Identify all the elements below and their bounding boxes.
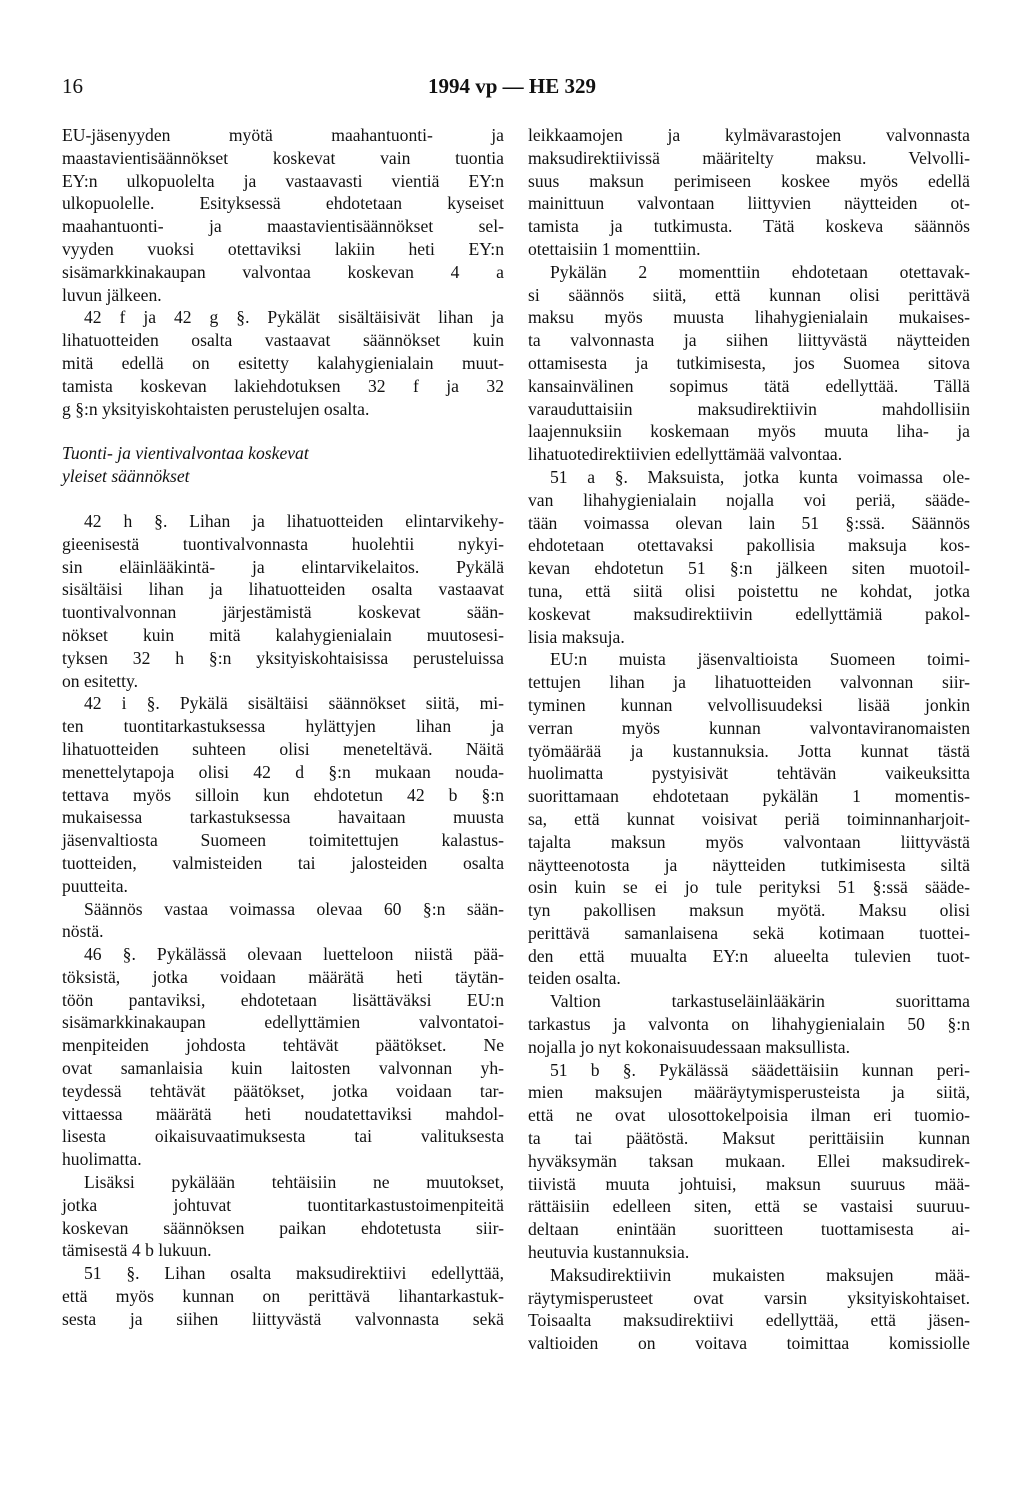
text-line: tettava myös silloin kun ehdotetun 42 b §:n bbox=[62, 784, 504, 805]
text-line: perittävä samanlaisena sekä kotimaan tuottei- bbox=[528, 922, 970, 943]
text-line: huolimatta pystyisivät tehtävän vaikeuksitta bbox=[528, 763, 970, 784]
text-line: menettelytapoja olisi 42 d §:n mukaan nouda- bbox=[62, 761, 504, 782]
text-line: 42 h §. Lihan ja lihatuotteiden elintarvikehy- bbox=[84, 510, 504, 531]
text-line: EU-jäsenyyden myötä maahantuonti- ja bbox=[62, 125, 504, 145]
section-heading bbox=[62, 442, 504, 488]
text-line: sisämarkkinakaupan valvontaa koskevan 4 a bbox=[62, 261, 504, 282]
text-line: ovat samanlaisia kuin laitosten valvonnan yh- bbox=[62, 1058, 504, 1079]
text-line: että myös kunnan on perittävä lihantarkastuk- bbox=[62, 1286, 504, 1307]
text-line: vyyden vuoksi otettaviksi lakiin heti EY:n bbox=[62, 238, 504, 259]
text-line: van lihahygienialain nojalla voi periä, sääde- bbox=[528, 489, 970, 510]
text-line: heutuvia kustannuksia. bbox=[528, 1242, 690, 1263]
text-line: Valtion tarkastuseläinlääkärin suorittama bbox=[550, 991, 970, 1012]
text-line: Pykälän 2 momenttiin ehdotetaan otettavak- bbox=[550, 261, 970, 282]
paragraph bbox=[62, 1262, 504, 1330]
text-line: g §:n yksityiskohtaisten perustelujen osalta. bbox=[62, 398, 370, 419]
text-line: maahantuonti- ja maastavientisäännökset sel- bbox=[62, 216, 504, 237]
text-line: 51 a §. Maksuista, jotka kunta voimassa ole- bbox=[550, 466, 970, 487]
paragraph bbox=[528, 261, 970, 466]
text-line: työmäärää ja kustannuksia. Jotta kunnat tästä bbox=[528, 740, 970, 761]
text-line: suorittamaan ehdotetaan pykälän 1 momentis- bbox=[528, 786, 970, 807]
text-line: valtioiden on voitava toimittaa komissiolle bbox=[528, 1333, 970, 1354]
text-line: teiden osalta. bbox=[528, 968, 621, 989]
text-line: kansainvälinen sopimus tätä edellyttää. Tällä bbox=[528, 375, 970, 396]
paragraph bbox=[62, 943, 504, 1171]
text-line: tuna, että siitä olisi poistettu ne kohdat, jotka bbox=[528, 580, 970, 601]
text-line: että ne ovat ulosottokelpoisia ilman eri tuomio- bbox=[528, 1105, 970, 1126]
text-line: töön pantaviksi, ehdotetaan lisättäväksi EU:n bbox=[62, 989, 504, 1010]
text-line: yleiset säännökset bbox=[62, 466, 190, 487]
paragraph bbox=[528, 648, 970, 990]
text-line: näytteenotosta ja näytteiden tutkimisesta siltä bbox=[528, 854, 970, 875]
text-line: mainittuun valvontaan liittyvien näytteiden ot- bbox=[528, 193, 970, 214]
paragraph bbox=[62, 692, 504, 897]
paragraph bbox=[528, 990, 970, 1058]
text-line: ten tuontitarkastuksessa hylättyjen lihan ja bbox=[62, 716, 504, 737]
text-line: tamista koskevan lakiehdotuksen 32 f ja 32 bbox=[62, 375, 504, 396]
text-line: Tuonti- ja vientivalvontaa koskevat bbox=[62, 443, 309, 464]
text-line: on esitetty. bbox=[62, 670, 139, 691]
text-line: 51 §. Lihan osalta maksudirektiivi edellyttää, bbox=[84, 1263, 504, 1284]
text-line: tämisestä 4 b lukuun. bbox=[62, 1240, 212, 1261]
text-line: ta valvonnasta ja siihen liittyvästä näytteiden bbox=[528, 330, 970, 351]
text-line: hyväksymän taksan mukaan. Ellei maksudirek- bbox=[528, 1150, 970, 1171]
page-number: 16 bbox=[62, 74, 83, 98]
text-line: sisältäisi lihan ja lihatuotteiden osalta vastaavat bbox=[62, 579, 504, 600]
paragraph bbox=[528, 466, 970, 648]
text-line: maastavientisäännökset koskevat vain tuontia bbox=[62, 147, 504, 168]
text-line: lisia maksuja. bbox=[528, 626, 625, 647]
text-line: 51 b §. Pykälässä säädettäisiin kunnan peri- bbox=[550, 1059, 970, 1080]
text-line: tamista ja tutkimusta. Tätä koskeva säännös bbox=[528, 216, 970, 237]
text-line: luvun jälkeen. bbox=[62, 284, 162, 305]
text-line: rättäisiin edelleen siten, että se vastaisi suuruu- bbox=[528, 1196, 970, 1217]
text-line: tajalta maksun myös valvontaan liittyvästä bbox=[528, 831, 970, 852]
text-line: sisämarkkinakaupan edellyttämien valvontatoi- bbox=[62, 1012, 504, 1033]
paragraph bbox=[62, 898, 504, 944]
text-line: ehdotetaan otettavaksi pakollisia maksuja kos- bbox=[528, 535, 970, 556]
text-line: lisesta oikaisuvaatimuksesta tai valituksesta bbox=[62, 1126, 504, 1147]
text-line: tyn pakollisen maksun myötä. Maksu olisi bbox=[528, 900, 970, 921]
text-line: 42 f ja 42 g §. Pykälät sisältäisivät lihan ja bbox=[84, 307, 504, 328]
text-line: töksistä, jotka voidaan määrätä heti täytän- bbox=[62, 966, 504, 987]
text-line: ta tai päätöstä. Maksut perittäisiin kunnan bbox=[528, 1128, 970, 1149]
text-line: teydessä tehtävät päätökset, jotka voidaan tar- bbox=[62, 1080, 504, 1101]
text-line: nökset kuin mitä kalahygienialain muutosesi- bbox=[62, 624, 504, 645]
text-line: 42 i §. Pykälä sisältäisi säännökset siitä, mi- bbox=[84, 693, 504, 714]
text-line: koskevat maksudirektiivin edellyttämiä pakol- bbox=[528, 603, 970, 624]
text-line: EU:n muista jäsenvaltioista Suomeen toimi- bbox=[550, 649, 970, 670]
text-line: osin kuin se ei jo tule perityksi 51 §:ssä sääde- bbox=[528, 877, 970, 898]
text-line: Säännös vastaa voimassa olevaa 60 §:n sään- bbox=[84, 898, 504, 919]
text-line: tarkastus ja valvonta on lihahygienialain 50 §:n bbox=[528, 1014, 970, 1035]
paragraph bbox=[528, 1059, 970, 1264]
paragraph bbox=[62, 1171, 504, 1262]
text-line: tään voimassa olevan lain 51 §:ssä. Säännös bbox=[528, 512, 970, 533]
paragraph bbox=[528, 124, 970, 261]
text-line: varauduttaisiin maksudirektiivin mahdollisiin bbox=[528, 398, 970, 419]
text-line: nojalla jo nyt kokonaisuudessaan maksullista. bbox=[528, 1036, 851, 1057]
text-line: suus maksun perimiseen koskee myös edellä bbox=[528, 170, 970, 191]
text-line: verran myös kunnan valvontaviranomaisten bbox=[528, 717, 970, 738]
text-line: tyksen 32 h §:n yksityiskohtaisissa perusteluissa bbox=[62, 647, 504, 668]
text-line: huolimatta. bbox=[62, 1149, 142, 1170]
text-line: lihatuotteiden osalta vastaavat säännökset kuin bbox=[62, 330, 504, 351]
text-line: tettujen lihan ja lihatuotteiden valvonnan siir- bbox=[528, 672, 970, 693]
text-line: tyminen kunnan velvollisuudeksi lisää jonkin bbox=[528, 694, 970, 715]
text-line: koskevan säännöksen paikan ehdotetusta siir- bbox=[62, 1217, 504, 1238]
text-line: Toisaalta maksudirektiivi edellyttää, että jäsen- bbox=[528, 1310, 970, 1331]
text-line: otettaisiin 1 momenttiin. bbox=[528, 238, 701, 259]
text-line: deltaan enintään suoritteen tuottamisesta ai- bbox=[528, 1219, 970, 1240]
left-column bbox=[62, 124, 504, 1331]
text-line: ottamisesta ja tutkimisesta, jos Suomea sitova bbox=[528, 352, 970, 373]
text-line: si säännös siitä, että kunnan olisi perittävä bbox=[528, 284, 970, 305]
text-line: Maksudirektiivin mukaisten maksujen mää- bbox=[550, 1264, 970, 1285]
text-line: 46 §. Pykälässä olevaan luetteloon niistä pää- bbox=[84, 944, 504, 965]
paragraph bbox=[62, 124, 504, 306]
text-line: mien maksujen määräytymisperusteista ja siitä, bbox=[528, 1082, 970, 1103]
text-line: sesta ja siihen liittyvästä valvonnasta sekä bbox=[62, 1308, 504, 1329]
right-column bbox=[528, 124, 970, 1355]
text-line: lihatuotedirektiivien edellyttämää valvontaa. bbox=[528, 444, 843, 465]
text-line: mitä edellä on esitetty kalahygienialain muut- bbox=[62, 352, 504, 373]
text-line: leikkaamojen ja kylmävarastojen valvonnasta bbox=[528, 125, 970, 145]
text-line: laajennuksiin koskemaan myös muuta liha- ja bbox=[528, 421, 970, 442]
text-line: maksudirektiivissä määritelty maksu. Velvolli- bbox=[528, 147, 970, 168]
text-line: nöstä. bbox=[62, 921, 104, 942]
text-line: mukaisessa tarkastuksessa havaitaan muusta bbox=[62, 807, 504, 828]
text-line: jäsenvaltiosta Suomeen toimitettujen kalastus- bbox=[62, 830, 504, 851]
text-line: EY:n ulkopuolelta ja vastaavasti vientiä EY:n bbox=[62, 170, 504, 191]
text-line: ulkopuolelle. Esityksessä ehdotetaan kyseiset bbox=[62, 193, 504, 214]
text-line: jotka johtuvat tuontitarkastustoimenpiteitä bbox=[62, 1194, 504, 1215]
paragraph bbox=[62, 306, 504, 420]
text-line: gieenisestä tuontivalvonnasta huolehtii nykyi- bbox=[62, 533, 504, 554]
paragraph bbox=[528, 1264, 970, 1355]
text-line: lihatuotteiden suhteen olisi meneteltävä. Näitä bbox=[62, 738, 504, 759]
text-line: sa, että kunnat voisivat periä toiminnanharjoit- bbox=[528, 808, 970, 829]
text-line: vittaessa määrätä heti noudatettaviksi mahdol- bbox=[62, 1103, 504, 1124]
text-line: tuontivalvonnan järjestämistä koskevat sään- bbox=[62, 602, 504, 623]
text-line: sin eläinlääkintä- ja elintarvikelaitos. Pykälä bbox=[62, 556, 504, 577]
text-line: maksu myös muusta lihahygienialain mukaises- bbox=[528, 307, 970, 328]
text-line: kevan ehdotetun 51 §:n jälkeen siten muotoil- bbox=[528, 558, 970, 579]
text-line: tiivistä muuta johtuisi, maksun suuruus mää- bbox=[528, 1173, 970, 1194]
text-line: den että muualta EY:n alueelta tulevien tuot- bbox=[528, 945, 970, 966]
running-head: 1994 vp — HE 329 bbox=[427, 74, 597, 98]
text-line: menpiteiden johdosta tehtävät päätökset. Ne bbox=[62, 1035, 504, 1056]
paragraph bbox=[62, 510, 504, 692]
text-line: tuotteiden, valmisteiden tai jalosteiden osalta bbox=[62, 852, 504, 873]
text-line: Lisäksi pykälään tehtäisiin ne muutokset, bbox=[84, 1172, 504, 1193]
text-line: räytymisperusteet ovat varsin yksityiskohtaiset. bbox=[528, 1287, 970, 1308]
text-line: puutteita. bbox=[62, 875, 128, 896]
